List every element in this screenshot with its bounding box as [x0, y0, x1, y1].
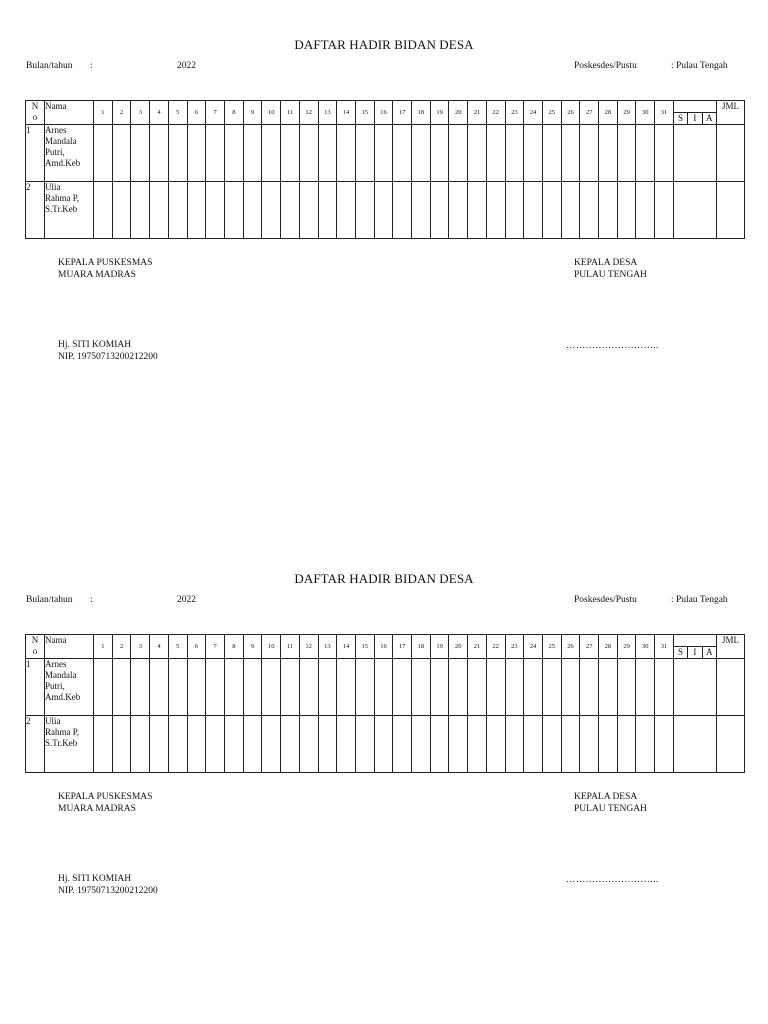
attendance-cell[interactable]	[168, 659, 187, 716]
attendance-cell[interactable]	[561, 716, 580, 773]
attendance-cell[interactable]	[187, 716, 206, 773]
attendance-cell[interactable]	[150, 125, 169, 182]
attendance-cell[interactable]	[243, 659, 262, 716]
table-header-row	[26, 635, 745, 659]
attendance-cell[interactable]	[468, 659, 487, 716]
attendance-cell[interactable]	[505, 659, 524, 716]
day-header: 3	[131, 635, 150, 659]
attendance-cell[interactable]	[412, 716, 431, 773]
day-header: 9	[243, 635, 262, 659]
attendance-cell[interactable]	[449, 716, 468, 773]
attendance-cell[interactable]	[599, 125, 618, 182]
attendance-cell[interactable]	[505, 182, 524, 239]
attendance-cell[interactable]	[716, 125, 744, 182]
day-header: 19	[430, 635, 449, 659]
jml-header: JML	[716, 635, 744, 659]
attendance-cell[interactable]	[580, 659, 599, 716]
day-header: 2	[112, 101, 131, 125]
bulan-tahun-colon: :	[90, 595, 93, 605]
attendance-cell[interactable]	[94, 125, 113, 182]
attendance-cell[interactable]	[112, 659, 131, 716]
attendance-cell[interactable]	[337, 659, 356, 716]
no-header: N o	[26, 635, 45, 659]
attendance-cell[interactable]	[281, 182, 300, 239]
day-header: 18	[412, 101, 431, 125]
day-header: 8	[224, 635, 243, 659]
kepala-desa-signature-line: ………………………..	[566, 875, 659, 885]
sia-header	[673, 635, 716, 659]
attendance-cell[interactable]	[449, 125, 468, 182]
kepala-puskesmas-title: KEPALA PUSKESMAS MUARA MADRAS	[58, 258, 153, 280]
attendance-cell[interactable]	[599, 716, 618, 773]
attendance-cell[interactable]	[430, 659, 449, 716]
attendance-cell[interactable]	[318, 125, 337, 182]
attendance-cell[interactable]	[355, 125, 374, 182]
attendance-cell[interactable]	[206, 716, 225, 773]
attendance-cell[interactable]	[716, 182, 744, 239]
attendance-cell[interactable]	[393, 125, 412, 182]
day-header: 28	[599, 101, 618, 125]
day-header: 6	[187, 635, 206, 659]
table-row	[26, 125, 745, 182]
poskesdes-value: : Pulau Tengah	[671, 595, 728, 605]
day-header: 29	[617, 101, 636, 125]
attendance-cell[interactable]	[374, 125, 393, 182]
attendance-cell[interactable]	[243, 182, 262, 239]
day-header: 15	[355, 101, 374, 125]
day-header: 20	[449, 101, 468, 125]
day-header: 24	[524, 101, 543, 125]
attendance-cell[interactable]	[673, 182, 716, 239]
day-header: 15	[355, 635, 374, 659]
attendance-cell[interactable]	[599, 659, 618, 716]
day-header: 1	[94, 101, 113, 125]
day-header: 23	[505, 101, 524, 125]
attendance-cell[interactable]	[542, 716, 561, 773]
sia-code: S	[674, 113, 688, 124]
day-header: 30	[636, 635, 655, 659]
attendance-cell[interactable]	[561, 659, 580, 716]
table-row	[26, 716, 745, 773]
day-header: 1	[94, 635, 113, 659]
attendance-form-1	[0, 0, 768, 380]
nama-header: Nama	[45, 101, 94, 125]
attendance-cell[interactable]	[468, 125, 487, 182]
attendance-cell[interactable]	[187, 659, 206, 716]
attendance-cell[interactable]	[206, 182, 225, 239]
attendance-table	[25, 634, 745, 773]
attendance-cell[interactable]	[561, 182, 580, 239]
attendance-cell[interactable]	[150, 182, 169, 239]
attendance-cell[interactable]	[168, 125, 187, 182]
attendance-cell[interactable]	[430, 125, 449, 182]
attendance-cell[interactable]	[299, 716, 318, 773]
attendance-cell[interactable]	[112, 716, 131, 773]
row-number: 1	[26, 659, 45, 716]
attendance-table	[25, 100, 745, 239]
attendance-form-2	[0, 534, 768, 914]
attendance-cell[interactable]	[617, 125, 636, 182]
attendance-cell[interactable]	[168, 182, 187, 239]
day-header: 29	[617, 635, 636, 659]
attendance-cell[interactable]	[599, 182, 618, 239]
attendance-cell[interactable]	[243, 125, 262, 182]
attendance-cell[interactable]	[486, 716, 505, 773]
day-header: 16	[374, 101, 393, 125]
attendance-cell[interactable]	[542, 659, 561, 716]
row-number: 1	[26, 125, 45, 182]
row-name: Arnes Mandala Putri, Amd.Keb	[45, 125, 94, 182]
attendance-cell[interactable]	[468, 182, 487, 239]
day-header: 23	[505, 635, 524, 659]
attendance-cell[interactable]	[281, 716, 300, 773]
attendance-cell[interactable]	[636, 182, 655, 239]
attendance-cell[interactable]	[673, 659, 716, 716]
day-header: 13	[318, 635, 337, 659]
attendance-cell[interactable]	[281, 125, 300, 182]
attendance-cell[interactable]	[561, 125, 580, 182]
bulan-tahun-colon: :	[90, 61, 93, 71]
attendance-cell[interactable]	[524, 659, 543, 716]
poskesdes-label: Poskesdes/Pustu	[574, 595, 637, 605]
attendance-cell[interactable]	[412, 182, 431, 239]
attendance-cell[interactable]	[617, 182, 636, 239]
attendance-cell[interactable]	[262, 125, 281, 182]
attendance-cell[interactable]	[150, 716, 169, 773]
attendance-cell[interactable]	[112, 182, 131, 239]
attendance-cell[interactable]	[636, 716, 655, 773]
day-header: 30	[636, 101, 655, 125]
attendance-cell[interactable]	[299, 182, 318, 239]
attendance-cell[interactable]	[636, 659, 655, 716]
kepala-desa-title: KEPALA DESA PULAU TENGAH	[574, 258, 647, 280]
attendance-cell[interactable]	[243, 716, 262, 773]
attendance-cell[interactable]	[580, 125, 599, 182]
attendance-cell[interactable]	[262, 716, 281, 773]
attendance-cell[interactable]	[337, 125, 356, 182]
attendance-cell[interactable]	[617, 659, 636, 716]
day-header: 16	[374, 635, 393, 659]
kepala-puskesmas-name: Hj. SITI KOMIAH NIP. 19750713200212200	[58, 874, 158, 896]
kepala-puskesmas-name: Hj. SITI KOMIAH NIP. 19750713200212200	[58, 340, 158, 362]
attendance-cell[interactable]	[206, 125, 225, 182]
no-header: N o	[26, 101, 45, 125]
day-header: 21	[468, 635, 487, 659]
day-header: 9	[243, 101, 262, 125]
attendance-cell[interactable]	[542, 182, 561, 239]
attendance-cell[interactable]	[355, 716, 374, 773]
attendance-cell[interactable]	[393, 659, 412, 716]
day-header: 25	[542, 635, 561, 659]
attendance-cell[interactable]	[655, 125, 674, 182]
attendance-cell[interactable]	[636, 125, 655, 182]
attendance-cell[interactable]	[168, 716, 187, 773]
attendance-cell[interactable]	[580, 182, 599, 239]
attendance-cell[interactable]	[430, 182, 449, 239]
row-name: Arnes Mandala Putri, Amd.Keb	[45, 659, 94, 716]
day-header: 14	[337, 101, 356, 125]
attendance-cell[interactable]	[262, 659, 281, 716]
sia-code: A	[705, 113, 713, 123]
day-header: 20	[449, 635, 468, 659]
row-number: 2	[26, 182, 45, 239]
day-header: 28	[599, 635, 618, 659]
attendance-cell[interactable]	[524, 125, 543, 182]
day-header: 11	[281, 101, 300, 125]
sia-code: S	[674, 647, 688, 658]
day-header: 17	[393, 101, 412, 125]
attendance-cell[interactable]	[542, 125, 561, 182]
sia-code: I	[688, 113, 702, 124]
attendance-cell[interactable]	[505, 716, 524, 773]
attendance-cell[interactable]	[374, 716, 393, 773]
attendance-cell[interactable]	[374, 182, 393, 239]
day-header: 18	[412, 635, 431, 659]
attendance-cell[interactable]	[150, 659, 169, 716]
attendance-cell[interactable]	[673, 716, 716, 773]
attendance-cell[interactable]	[449, 182, 468, 239]
attendance-cell[interactable]	[486, 659, 505, 716]
day-header: 12	[299, 635, 318, 659]
day-header: 10	[262, 101, 281, 125]
attendance-cell[interactable]	[337, 716, 356, 773]
attendance-cell[interactable]	[393, 182, 412, 239]
attendance-cell[interactable]	[318, 182, 337, 239]
day-header: 2	[112, 635, 131, 659]
attendance-cell[interactable]	[716, 659, 744, 716]
attendance-cell[interactable]	[318, 659, 337, 716]
attendance-cell[interactable]	[486, 182, 505, 239]
attendance-cell[interactable]	[224, 716, 243, 773]
day-header: 6	[187, 101, 206, 125]
day-header: 21	[468, 101, 487, 125]
attendance-cell[interactable]	[131, 182, 150, 239]
day-header: 22	[486, 635, 505, 659]
year-value: 2022	[177, 595, 196, 605]
kepala-puskesmas-title: KEPALA PUSKESMAS MUARA MADRAS	[58, 792, 153, 814]
attendance-cell[interactable]	[337, 182, 356, 239]
table-row	[26, 182, 745, 239]
document-title: DAFTAR HADIR BIDAN DESA	[294, 37, 474, 52]
attendance-cell[interactable]	[486, 125, 505, 182]
attendance-cell[interactable]	[524, 182, 543, 239]
day-header: 4	[150, 635, 169, 659]
day-header: 24	[524, 635, 543, 659]
day-header: 31	[655, 635, 674, 659]
attendance-cell[interactable]	[655, 659, 674, 716]
day-header: 12	[299, 101, 318, 125]
sia-header	[673, 101, 716, 125]
day-header: 31	[655, 101, 674, 125]
attendance-cell[interactable]	[299, 659, 318, 716]
day-header: 25	[542, 101, 561, 125]
attendance-cell[interactable]	[449, 659, 468, 716]
attendance-cell[interactable]	[224, 182, 243, 239]
day-header: 7	[206, 101, 225, 125]
day-header: 5	[168, 635, 187, 659]
table-row	[26, 659, 745, 716]
day-header: 27	[580, 101, 599, 125]
attendance-cell[interactable]	[412, 125, 431, 182]
poskesdes-label: Poskesdes/Pustu	[574, 61, 637, 71]
attendance-cell[interactable]	[374, 659, 393, 716]
day-header: 5	[168, 101, 187, 125]
attendance-cell[interactable]	[206, 659, 225, 716]
jml-header: JML	[716, 101, 744, 125]
day-header: 7	[206, 635, 225, 659]
attendance-cell[interactable]	[468, 716, 487, 773]
attendance-cell[interactable]	[716, 716, 744, 773]
sia-code: I	[688, 647, 702, 658]
attendance-cell[interactable]	[524, 716, 543, 773]
bulan-tahun-label: Bulan/tahun	[26, 61, 73, 71]
attendance-cell[interactable]	[355, 659, 374, 716]
attendance-cell[interactable]	[318, 716, 337, 773]
day-header: 22	[486, 101, 505, 125]
attendance-cell[interactable]	[412, 659, 431, 716]
attendance-cell[interactable]	[580, 716, 599, 773]
poskesdes-value: : Pulau Tengah	[671, 61, 728, 71]
attendance-cell[interactable]	[224, 125, 243, 182]
bulan-tahun-label: Bulan/tahun	[26, 595, 73, 605]
kepala-desa-signature-line: ………………………..	[566, 341, 659, 351]
attendance-cell[interactable]	[224, 659, 243, 716]
day-header: 10	[262, 635, 281, 659]
attendance-cell[interactable]	[281, 659, 300, 716]
attendance-cell[interactable]	[131, 659, 150, 716]
attendance-cell[interactable]	[131, 716, 150, 773]
day-header: 27	[580, 635, 599, 659]
row-name: Ulia Rahma P, S.Tr.Keb	[45, 182, 94, 239]
attendance-cell[interactable]	[262, 182, 281, 239]
day-header: 4	[150, 101, 169, 125]
year-value: 2022	[177, 61, 196, 71]
attendance-cell[interactable]	[94, 716, 113, 773]
day-header: 8	[224, 101, 243, 125]
attendance-cell[interactable]	[430, 716, 449, 773]
attendance-cell[interactable]	[673, 125, 716, 182]
attendance-cell[interactable]	[131, 125, 150, 182]
attendance-cell[interactable]	[187, 182, 206, 239]
kepala-desa-title: KEPALA DESA PULAU TENGAH	[574, 792, 647, 814]
attendance-cell[interactable]	[94, 182, 113, 239]
day-header: 19	[430, 101, 449, 125]
day-header: 26	[561, 101, 580, 125]
document-title: DAFTAR HADIR BIDAN DESA	[294, 571, 474, 586]
day-header: 17	[393, 635, 412, 659]
day-header: 26	[561, 635, 580, 659]
table-header-row	[26, 101, 745, 125]
day-header: 13	[318, 101, 337, 125]
attendance-cell[interactable]	[505, 125, 524, 182]
day-header: 14	[337, 635, 356, 659]
row-name: Ulia Rahma P, S.Tr.Keb	[45, 716, 94, 773]
day-header: 11	[281, 635, 300, 659]
attendance-cell[interactable]	[655, 182, 674, 239]
attendance-cell[interactable]	[299, 125, 318, 182]
attendance-cell[interactable]	[94, 659, 113, 716]
attendance-cell[interactable]	[393, 716, 412, 773]
attendance-cell[interactable]	[655, 716, 674, 773]
attendance-cell[interactable]	[617, 716, 636, 773]
attendance-cell[interactable]	[112, 125, 131, 182]
attendance-cell[interactable]	[187, 125, 206, 182]
attendance-cell[interactable]	[355, 182, 374, 239]
row-number: 2	[26, 716, 45, 773]
sia-code: A	[705, 647, 713, 657]
day-header: 3	[131, 101, 150, 125]
nama-header: Nama	[45, 635, 94, 659]
